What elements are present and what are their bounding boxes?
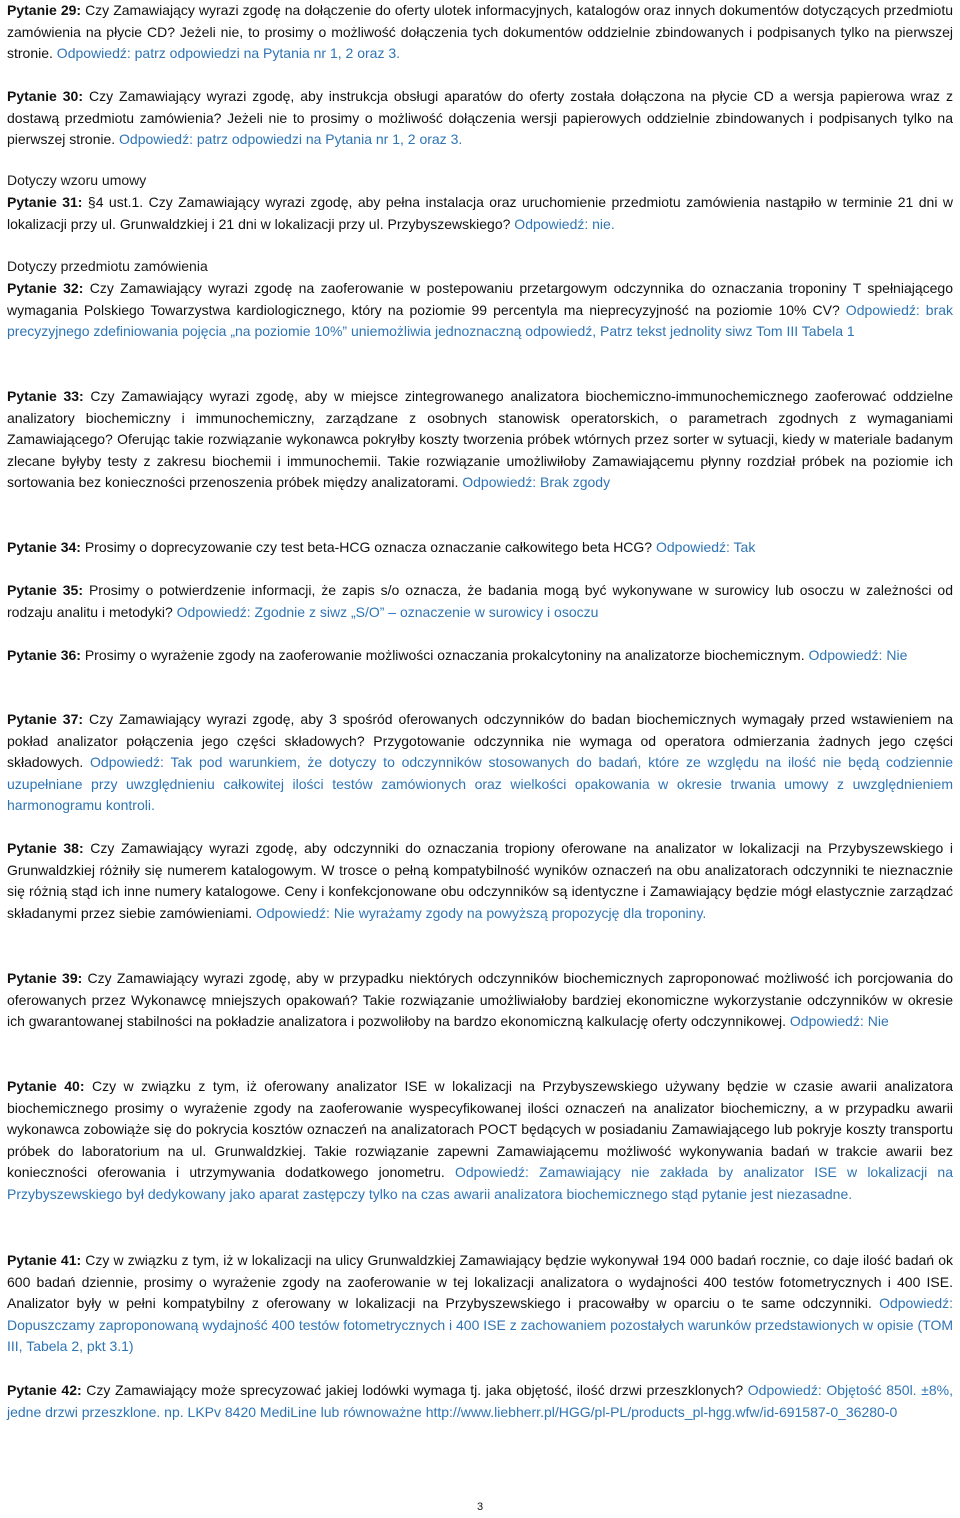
- question-38: [7, 838, 953, 924]
- question-text: Czy Zamawiający wyrazi zgodę, aby instrukcja obsługi aparatów do oferty została dołączona na płycie CD a wersja papierowa wraz z dostawą przedmiotu zamówienia? Jeżeli nie to prosimy o możliwość dołączenia wersji papierowych oddzielnie zbindowanych i podpisanych tylko na pierwszej stronie.: [7, 88, 953, 147]
- question-label: Pytanie 33:: [7, 388, 84, 404]
- question-text: Czy Zamawiający wyrazi zgodę, aby 3 spośród oferowanych odczynników do badan biochemicznych wymagały przed wstawieniem na pokład analizator połączenia jego części składowych? Przygotowanie odczynnika nie wymaga od operatora odmierzania żadnych jego części składowych.: [7, 711, 953, 770]
- question-35: [7, 580, 953, 623]
- question-label: Pytanie 36:: [7, 647, 81, 663]
- question-30: [7, 86, 953, 151]
- question-text: Czy Zamawiający wyrazi zgodę na zaoferowanie w postepowaniu przetargowym odczynnika do oznaczania troponiny T spełniającego wymagania Polskiego Towarzystwa kardiologicznego, który na poziomie 99 percentyla ma nieprecyzyjność na poziomie 10% CV?: [7, 280, 953, 318]
- answer-label: Odpowiedź:: [252, 904, 330, 921]
- answer-label: Odpowiedź:: [786, 1013, 864, 1029]
- answer-label: Odpowiedź:: [444, 1164, 529, 1180]
- answer-text: Tak: [729, 539, 756, 555]
- question-text: Czy Zamawiający wyrazi zgodę na dołączenie do oferty ulotek informacyjnych, katalogów oraz innych dokumentów dotyczących przedmiotu zamówienia na płycie CD? Jeżeli nie, to prosimy o możliwość dołączenia tych dokumentów oddzielnie zbindowanych i podpisanych tylko na pierwszej stronie.: [7, 2, 954, 61]
- question-36: [7, 645, 953, 667]
- question-text: Czy w związku z tym, iż oferowany analizator ISE w lokalizacji na Przybyszewskiego używany będzie w czasie awarii analizatora biochemicznego prosimy o wyrażenie zgody na zaoferowanie wyspecyfikowanej ilości oznaczeń na analizator biochemiczny, a w przypadku awarii wykonawca zobowiąże się do pokrycia kosztów oznaczeń na analizatorach POCT będących w posiadaniu Zamawiającego lub pokryje koszty transportu próbek do laboratorium na ul. Grunwaldzkiej. Takie rozwiązanie zapewni Zamawiającemu możliwość wykonywania badań w trakcie awarii bez konieczności oferowania i utrzymywania dodatkowego jonometru.: [7, 1078, 953, 1180]
- question-31: [7, 192, 953, 235]
- question-label: Pytanie 41:: [7, 1252, 82, 1268]
- answer-label: Odpowiedź:: [804, 647, 883, 663]
- answer-label: Odpowiedź:: [83, 754, 164, 770]
- answer-text: patrz odpowiedzi na Pytania nr 1, 2 oraz 3.: [192, 131, 463, 147]
- question-39: [7, 968, 953, 1033]
- question-text: Czy Zamawiający wyrazi zgodę, aby odczynniki do oznaczania tropiony oferowane na analizator w lokalizacji na Przybyszewskiego i Grunwaldzkiej różniły się numerem katalogowym. W trosce o pełną kompatybilność wyników oznaczeń na obu analizatorach odczynniki te nieznacznie się różnią stąd ich inne numery katalogowe. Ceny i konfekcjonowane obu odczynników są identyczne i Zamawiający będzie mógł elastycznie zarządzać składanymi przez siebie zamówieniami.: [7, 840, 953, 921]
- section-heading: Dotyczy przedmiotu zamówienia: [7, 258, 208, 274]
- answer-text: patrz odpowiedzi na Pytania nr 1, 2 oraz 3.: [130, 45, 401, 61]
- answer-text: brak precyzyjnego zdefiniowania pojęcia „na poziomie 10%” uniemożliwia jednoznaczną odpowiedź, Patrz tekst jednolity siwz Tom III Tabela 1: [7, 301, 954, 339]
- answer-label: Odpowiedź:: [115, 131, 193, 147]
- answer-label: Odpowiedź:: [458, 474, 537, 490]
- question-42: [7, 1380, 953, 1423]
- question-41: [7, 1250, 953, 1358]
- question-text: Czy w związku z tym, iż w lokalizacji na ulicy Grunwaldzkiej Zamawiający będzie wykonywał 194 000 badań rocznie, co daje ilość badań ok 600 badań dziennie, prosimy o wyrażenie zgody na zaoferowanie w tej lokalizacji analizatora o wydajności 400 testów fotometrycznych i 400 ISE. Analizator były w pełni kompatybilny z oferowany w lokalizacji na Przybyszewskiego i pracowałby w oparciu o te same odczynniki.: [7, 1252, 953, 1311]
- answer-label: Odpowiedź:: [510, 215, 589, 232]
- answer-label: Odpowiedź:: [839, 301, 920, 318]
- question-label: Pytanie 42:: [7, 1382, 82, 1398]
- section-heading: Dotyczy wzoru umowy: [7, 172, 147, 188]
- question-text: Czy Zamawiający wyrazi zgodę, aby w miejsce zintegrowanego analizatora biochemiczno-immunochemicznego zaoferować oddzielne analizatory biochemiczny i immunochemiczny, zarządzane z osobnych stanowisk operatorskich, o parametrach zgodnych z wymaganiami Zamawiającego? Oferując takie rozwiązanie wykonawca pokryłby koszty tworzenia próbek wtórnych przez sorter w sytuacji, kiedy w materiale badanym zlecane byłyby testy z zakresu biochemii i immunochemii. Takie rozwiązanie umożliwiłoby Zamawiającemu płynny rozdział próbek na poziomie ich sortowania bez konieczności przenoszenia próbek między analizatorami.: [7, 388, 953, 490]
- answer-text: Tak pod warunkiem, że dotyczy to odczynników stosowanych do badań, które ze względu na ilość nie będą codziennie uzupełniane przy uwzględnieniu całkowitej ilości testów zamówionych oraz wielkości opakowania w okresie trwania umowy z uwzględnieniem harmonogramu kontroli.: [7, 754, 953, 813]
- answer-text: Nie wyrażamy zgody na powyższą propozycję dla troponiny.: [329, 904, 707, 921]
- question-text: Prosimy o doprecyzowanie czy test beta-HCG oznacza oznaczanie całkowitego beta HCG?: [80, 539, 653, 555]
- question-label: Pytanie 29:: [7, 2, 82, 18]
- question-text: §4 ust.1. Czy Zamawiający wyrazi zgodę, aby pełna instalacja oraz uruchomienie przedmiotu zamówienia nastąpiło w terminie 21 dni w lokalizacji przy ul. Grunwaldzkiej i 21 dni w lokalizacji przy ul. Przybyszewskiego?: [7, 194, 953, 232]
- answer-label: Odpowiedź:: [52, 45, 131, 61]
- question-text: Prosimy o wyrażenie zgody na zaoferowanie możliwości oznaczania prokalcytoniny na analizatorze biochemicznym.: [80, 647, 805, 663]
- question-label: Pytanie 32:: [7, 280, 84, 296]
- answer-text: Zamawiający nie zakłada by analizator ISE w lokalizacji na Przybyszewskiego był dedykowany jako aparat zastępczy tylko na czas awarii analizatora biochemicznego stąd pytanie jest niezasadne.: [7, 1164, 954, 1202]
- question-label: Pytanie 31:: [7, 194, 83, 210]
- question-text: Czy Zamawiający może sprecyzować jakiej lodówki wymaga tj. jaka objętość, ilość drzwi przeszklonych?: [81, 1382, 744, 1398]
- question-text: Czy Zamawiający wyrazi zgodę, aby w przypadku niektórych odczynników biochemicznych zaproponować możliwość ich porcjowania do oferowanych przez Wykonawcę mniejszych opakowań? Takie rozwiązanie umożliwiałoby bardziej ekonomiczne wykorzystanie odczynników w okresie ich gwarantowanej stabilności na pokładzie analizatora i pozwoliłoby na bardzo ekonomiczną kalkulację oferty odczynnikowej.: [7, 970, 953, 1029]
- question-40: [7, 1076, 953, 1205]
- question-37: [7, 709, 953, 817]
- answer-text: Brak zgody: [536, 474, 611, 490]
- answer-label: Odpowiedź:: [172, 603, 251, 620]
- answer-text: Objętość 850l. ±8%, jedne drzwi przeszklone. np. LKPv 8420 MediLine lub równoważne http://www.liebherr.pl/HGG/pl-PL/products_pl-hgg.wfw/id-691587-0_36280-0: [7, 1382, 953, 1420]
- answer-text: Nie: [882, 647, 908, 663]
- question-label: Pytanie 40:: [7, 1078, 85, 1094]
- answer-text: Zgodnie z siwz „S/O” – oznaczenie w surowicy i osoczu: [250, 603, 599, 620]
- answer-label: Odpowiedź:: [871, 1295, 954, 1311]
- answer-label: Odpowiedź:: [743, 1382, 822, 1398]
- answer-text: nie.: [588, 215, 615, 232]
- question-label: Pytanie 30:: [7, 88, 83, 104]
- question-label: Pytanie 35:: [7, 582, 83, 598]
- question-32: [7, 278, 953, 343]
- answer-text: Nie: [863, 1013, 889, 1029]
- question-29: [7, 0, 953, 65]
- answer-text: Dopuszczamy zaproponowaną wydajność 400 testów fotometrycznych i 400 ISE z zachowaniem pozostałych warunków przedstawionych w opisie (TOM III, Tabela 2, pkt 3.1): [7, 1316, 953, 1354]
- question-33: [7, 386, 953, 494]
- section-heading-umowa: [7, 170, 953, 192]
- question-label: Pytanie 34:: [7, 539, 81, 555]
- question-34: [7, 537, 953, 559]
- question-label: Pytanie 37:: [7, 711, 84, 727]
- answer-label: Odpowiedź:: [652, 539, 730, 555]
- section-heading-przedmiot: [7, 256, 953, 278]
- page-number: 3: [476, 1501, 484, 1513]
- question-text: Prosimy o potwierdzenie informacji, że zapis s/o oznacza, że badania mogą być wykonywane w surowicy lub osoczu w zależności od rodzaju analitu i metodyki?: [7, 582, 953, 620]
- question-label: Pytanie 39:: [7, 970, 83, 986]
- question-label: Pytanie 38:: [7, 840, 84, 856]
